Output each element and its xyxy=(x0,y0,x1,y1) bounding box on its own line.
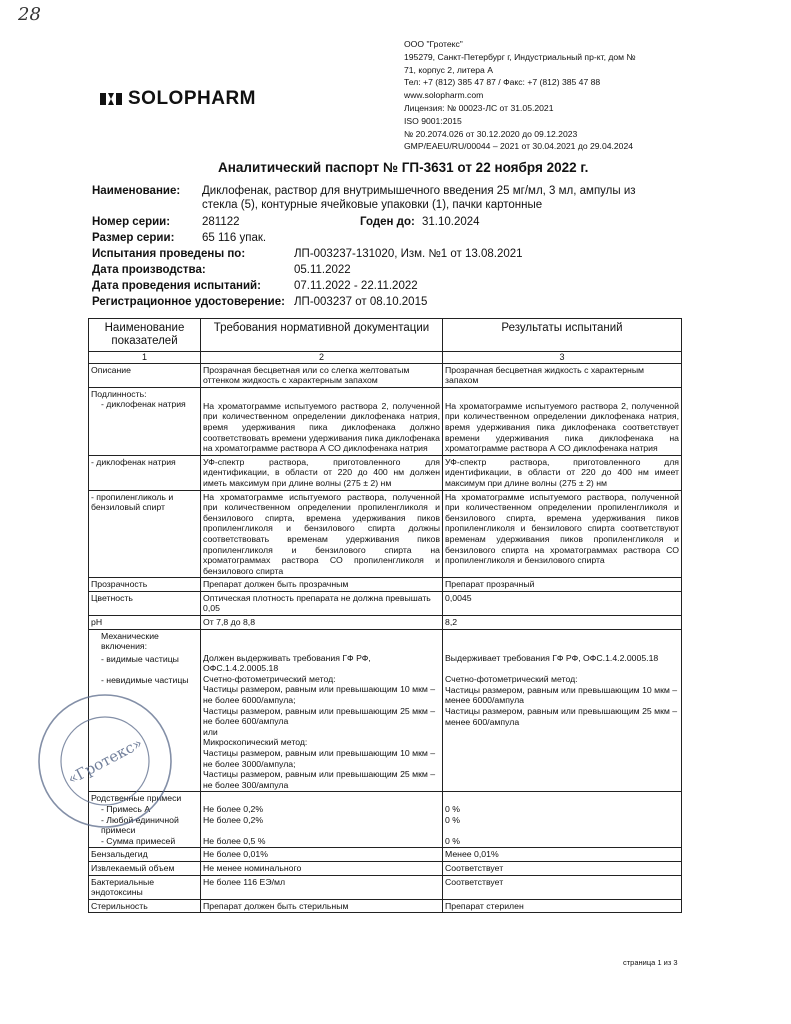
expiry-value: 31.10.2024 xyxy=(422,216,480,228)
name-value-2: стекла (5), контурные ячейковые упаковки (1), пачки картонные xyxy=(202,199,543,211)
company-name: ООО "Гротекс" xyxy=(404,39,463,49)
company-iso: ISO 9001:2015 xyxy=(404,115,462,126)
name-label: Наименование: xyxy=(92,185,181,197)
company-cert: № 20.2074.026 от 30.12.2020 до 09.12.2023 xyxy=(404,128,578,139)
tests-label: Испытания проведены по: xyxy=(92,248,246,260)
stamp-text: «Гротекс» xyxy=(64,733,146,789)
table-row: Бактериальные эндотоксины Не более 116 ЕЭ/мл Соответствует xyxy=(89,875,682,899)
company-address-1: 195279, Санкт-Петербург г, Индустриальный пр-кт, дом № xyxy=(404,51,636,62)
company-gmp: GMP/EAEU/RU/00044 – 2021 от 30.04.2021 до 29.04.2024 xyxy=(404,141,634,152)
table-header-row xyxy=(89,319,682,352)
company-license: Лицензия: № 00023-ЛС от 31.05.2021 xyxy=(404,102,554,113)
table-number-row: 1 2 3 xyxy=(89,352,682,364)
table-row: Стерильность Препарат должен быть стерильным Препарат стерилен xyxy=(89,899,682,913)
table-row: Механические включения: - видимые частицы - невидимые частицы Должен выдерживать требования ГФ РФ, ОФС.1.4.2.0005.18 Счетно-фотометрический метод: Частицы размером, равным или превышающим 10 мкм – не более 6000/ампула; Частицы размером, равным или превышающим 25 мкм – не более 600/ампула или Микроскопический метод: Частицы размером, равным или превышающим 10 мкм – не более 3000/ампула; Частицы размером, равным или превышающим 25 мкм – не более 300/ампула Выдерживает требования ГФ РФ, ОФС.1.4.2.0005.18 Счетно-фотометрический метод: Частицы размером, равным или превышающим 10 мкм – менее 6000/ампула Частицы размером, равным или превышающим 25 мкм – менее 600/ампула xyxy=(89,629,682,792)
company-details xyxy=(404,38,636,153)
handwritten-page-mark: 28 xyxy=(18,4,41,25)
table-row: Извлекаемый объем Не менее номинального Соответствует xyxy=(89,861,682,875)
table-row: - пропиленгликоль и бензиловый спирт На хроматограмме испытуемого раствора, полученной при количественном определении пропиленгликоля и бензилового спирта, времена удерживания пиков пропиленгликоля и бензилового спирта должны соответствовать временам удерживания пиков пропиленгликоля и бензилового спирта на хроматограммах раствора СО пропиленгликоля и бензилового спирта На хроматограмме испытуемого раствора, полученной при количественном определении пропиленгликоля и бензилового спирта, времена удерживания пиков пропиленгликоля и бензилового спирта соответствуют временам удерживания пиков пропиленгликоля и бензилового спирта на хроматограммах раствора СО пропиленгликоля и бензилового спирта xyxy=(89,490,682,578)
company-address-2: 71, корпус 2, литера А xyxy=(404,64,493,75)
solopharm-logo xyxy=(100,88,256,110)
logo-icon xyxy=(100,92,122,106)
company-site: www.solopharm.com xyxy=(404,90,484,101)
header-requirements: Требования нормативной документации xyxy=(201,319,443,352)
registration-label: Регистрационное удостоверение: xyxy=(92,296,285,308)
expiry-label: Годен до: xyxy=(360,216,415,228)
test-dates-label: Дата проведения испытаний: xyxy=(92,280,261,292)
table-row: Родственные примеси - Примесь А - Любой единичной примеси - Сумма примесей Не более 0,2% Не более 0,2% Не более 0,5 % 0 % 0 % 0 % xyxy=(89,792,682,848)
table-row: Бензальдегид Не более 0,01% Менее 0,01% xyxy=(89,848,682,862)
table-row: Прозрачность Препарат должен быть прозрачным Препарат прозрачный xyxy=(89,578,682,592)
round-stamp xyxy=(34,690,176,832)
table-row: pH От 7,8 до 8,8 8,2 xyxy=(89,616,682,630)
table-row: - диклофенак натрия УФ-спектр раствора, приготовленного для идентификации, в области от 220 до 400 нм должен иметь максимум при длине волны (275 ± 2) нм УФ-спектр раствора, приготовленного для идентификации, в области от 220 до 400 нм имеет максимум при длине волны (275 ± 2) нм xyxy=(89,455,682,490)
header-results: Результаты испытаний xyxy=(443,319,682,352)
results-table xyxy=(88,318,682,913)
series-value: 281122 xyxy=(202,216,240,228)
document-title: Аналитический паспорт № ГП-3631 от 22 ноября 2022 г. xyxy=(218,160,589,175)
logo-text: SOLOPHARM xyxy=(128,88,256,109)
table-row: Подлинность: - диклофенак натрия На хроматограмме испытуемого раствора 2, полученной при количественном определении диклофенака натрия, время удерживания пика диклофенака должно соответствовать времени удерживания пика диклофенака на хроматограмме раствора А СО диклофенака натрия На хроматограмме испытуемого раствора 2, полученной при количественном определении диклофенака натрия, время удерживания пика диклофенака соответствует времени удерживания пика диклофенака на хроматограмме раствора А СО диклофенака натрия xyxy=(89,387,682,455)
production-date-label: Дата производства: xyxy=(92,264,206,276)
table-row: Цветность Оптическая плотность препарата не должна превышать 0,05 0,0045 xyxy=(89,591,682,615)
registration-value: ЛП-003237 от 08.10.2015 xyxy=(294,296,428,308)
size-value: 65 116 упак. xyxy=(202,232,267,244)
company-phone: Тел: +7 (812) 385 47 87 / Факс: +7 (812) 385 47 88 xyxy=(404,77,601,88)
table-row: Описание Прозрачная бесцветная или со слегка желтоватым оттенком жидкость с характерным запахом Прозрачная бесцветная жидкость с характерным запахом xyxy=(89,363,682,387)
production-date-value: 05.11.2022 xyxy=(294,264,351,276)
size-label: Размер серии: xyxy=(92,232,175,244)
page-number: страница 1 из 3 xyxy=(623,958,678,967)
tests-value: ЛП-003237-131020, Изм. №1 от 13.08.2021 xyxy=(294,248,523,260)
header-indicator: Наименование показателей xyxy=(89,319,201,352)
test-dates-value: 07.11.2022 - 22.11.2022 xyxy=(294,280,418,292)
name-value-1: Диклофенак, раствор для внутримышечного введения 25 мг/мл, 3 мл, ампулы из xyxy=(202,185,636,197)
series-label: Номер серии: xyxy=(92,216,171,228)
